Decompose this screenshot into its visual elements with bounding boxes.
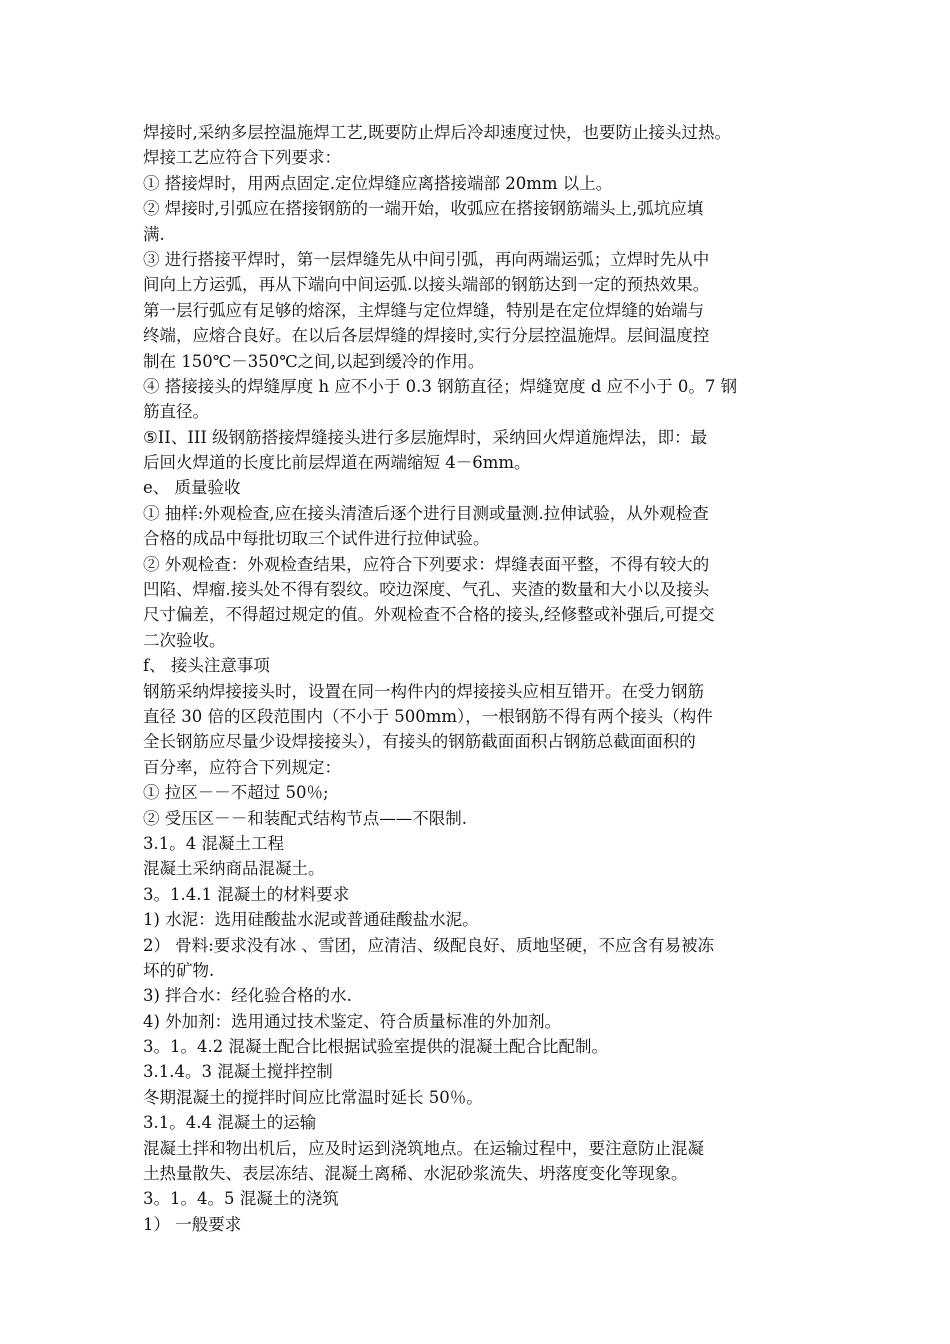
section-heading: 3.1。4.4 混凝土的运输: [143, 1113, 317, 1133]
text-line: 钢筋采纳焊接接头时，设置在同一构件内的焊接接头应相互错开。在受力钢筋: [143, 681, 704, 701]
section-heading: 3。1.4.1 混凝土的材料要求: [143, 884, 350, 904]
text-line: 后回火焊道的长度比前层焊道在两端缩短 4－6mm。: [143, 453, 531, 473]
document-body: [143, 120, 823, 1237]
text-line: 满.: [143, 224, 165, 244]
text-line: 制在 150℃－350℃之间,以起到缓冷的作用。: [143, 351, 485, 371]
text-line: ① 抽样:外观检查,应在接头清渣后逐个进行目测或量测.拉伸试验，从外观检查: [143, 503, 709, 523]
text-line: 4) 外加剂：选用通过技术鉴定、符合质量标准的外加剂。: [143, 1011, 562, 1031]
text-line: 二次验收。: [143, 630, 226, 650]
text-line: 土热量散失、表层冻结、混凝土离稀、水泥砂浆流失、坍落度变化等现象。: [143, 1164, 688, 1184]
section-heading: 3。1。4。5 混凝土的浇筑: [143, 1189, 339, 1209]
text-line: 2） 骨料:要求没有冰 、雪团，应清洁、级配良好、质地坚硬，不应含有易被冻: [143, 935, 715, 955]
text-line: ③ 进行搭接平焊时，第一层焊缝先从中间引弧，再向两端运弧；立焊时先从中: [143, 249, 710, 269]
text-line: ④ 搭接接头的焊缝厚度 h 应不小于 0.3 钢筋直径；焊缝宽度 d 应不小于 0。7 钢: [143, 376, 738, 396]
text-line: 筋直径。: [143, 402, 209, 422]
text-line: ① 拉区－－不超过 50％;: [143, 783, 329, 803]
text-line: 合格的成品中每批切取三个试件进行拉伸试验。: [143, 529, 490, 549]
text-line: ② 外观检查：外观检查结果，应符合下列要求：焊缝表面平整，不得有较大的: [143, 554, 710, 574]
text-line: 间向上方运弧，再从下端向中间运弧.以接头端部的钢筋达到一定的预热效果。: [143, 275, 710, 295]
text-line: 焊接工艺应符合下列要求：: [143, 148, 341, 168]
text-line: 终端，应熔合良好。在以后各层焊缝的焊接时,实行分层控温施焊。层间温度控: [143, 326, 710, 346]
text-line: 全长钢筋应尽量少设焊接接头），有接头的钢筋截面面积占钢筋总截面面积的: [143, 732, 696, 752]
text-line: ② 焊接时,引弧应在搭接钢筋的一端开始，收弧应在搭接钢筋端头上,弧坑应填: [143, 199, 704, 219]
text-line: 1） 一般要求: [143, 1214, 242, 1234]
text-line: 直径 30 倍的区段范围内（不小于 500mm），一根钢筋不得有两个接头（构件: [143, 706, 713, 726]
section-heading: 3.1。4 混凝土工程: [143, 833, 284, 853]
text-line: 凹陷、焊瘤.接头处不得有裂纹。咬边深度、气孔、夹渣的数量和大小以及接头: [143, 580, 710, 600]
text-line: 坏的矿物.: [143, 960, 215, 980]
text-line: 3) 拌合水：经化验合格的水.: [143, 986, 352, 1006]
text-line: ② 受压区－－和装配式结构节点——不限制.: [143, 808, 467, 828]
text-line: 混凝土采纳商品混凝土。: [143, 859, 325, 879]
text-line: ⑤II、III 级钢筋搭接焊缝接头进行多层施焊时，采纳回火焊道施焊法，即：最: [143, 427, 708, 447]
text-line: 冬期混凝土的搅拌时间应比常温时延长 50％。: [143, 1087, 483, 1107]
text-line: 焊接时,采纳多层控温施焊工艺,既要防止焊后冷却速度过快，也要防止接头过热。: [143, 123, 731, 142]
text-line: 尺寸偏差，不得超过规定的值。外观检查不合格的接头,经修整或补强后,可提交: [143, 605, 715, 625]
section-heading: 3.1.4。3 混凝土搅拌控制: [143, 1062, 333, 1082]
text-line: 第一层行弧应有足够的熔深，主焊缝与定位焊缝，特别是在定位焊缝的始端与: [143, 300, 704, 320]
section-heading: 3。1。4.2 混凝土配合比根据试验室提供的混凝土配合比配制。: [143, 1037, 608, 1057]
section-heading: e、 质量验收: [143, 478, 241, 498]
text-line: 混凝土拌和物出机后，应及时运到浇筑地点。在运输过程中，要注意防止混凝: [143, 1138, 704, 1158]
text-line: 百分率，应符合下列规定：: [143, 757, 341, 777]
text-line: 1) 水泥：选用硅酸盐水泥或普通硅酸盐水泥。: [143, 910, 479, 930]
section-heading: f、 接头注意事项: [143, 656, 270, 676]
text-line: ① 搭接焊时，用两点固定.定位焊缝应离搭接端部 20mm 以上。: [143, 173, 613, 193]
